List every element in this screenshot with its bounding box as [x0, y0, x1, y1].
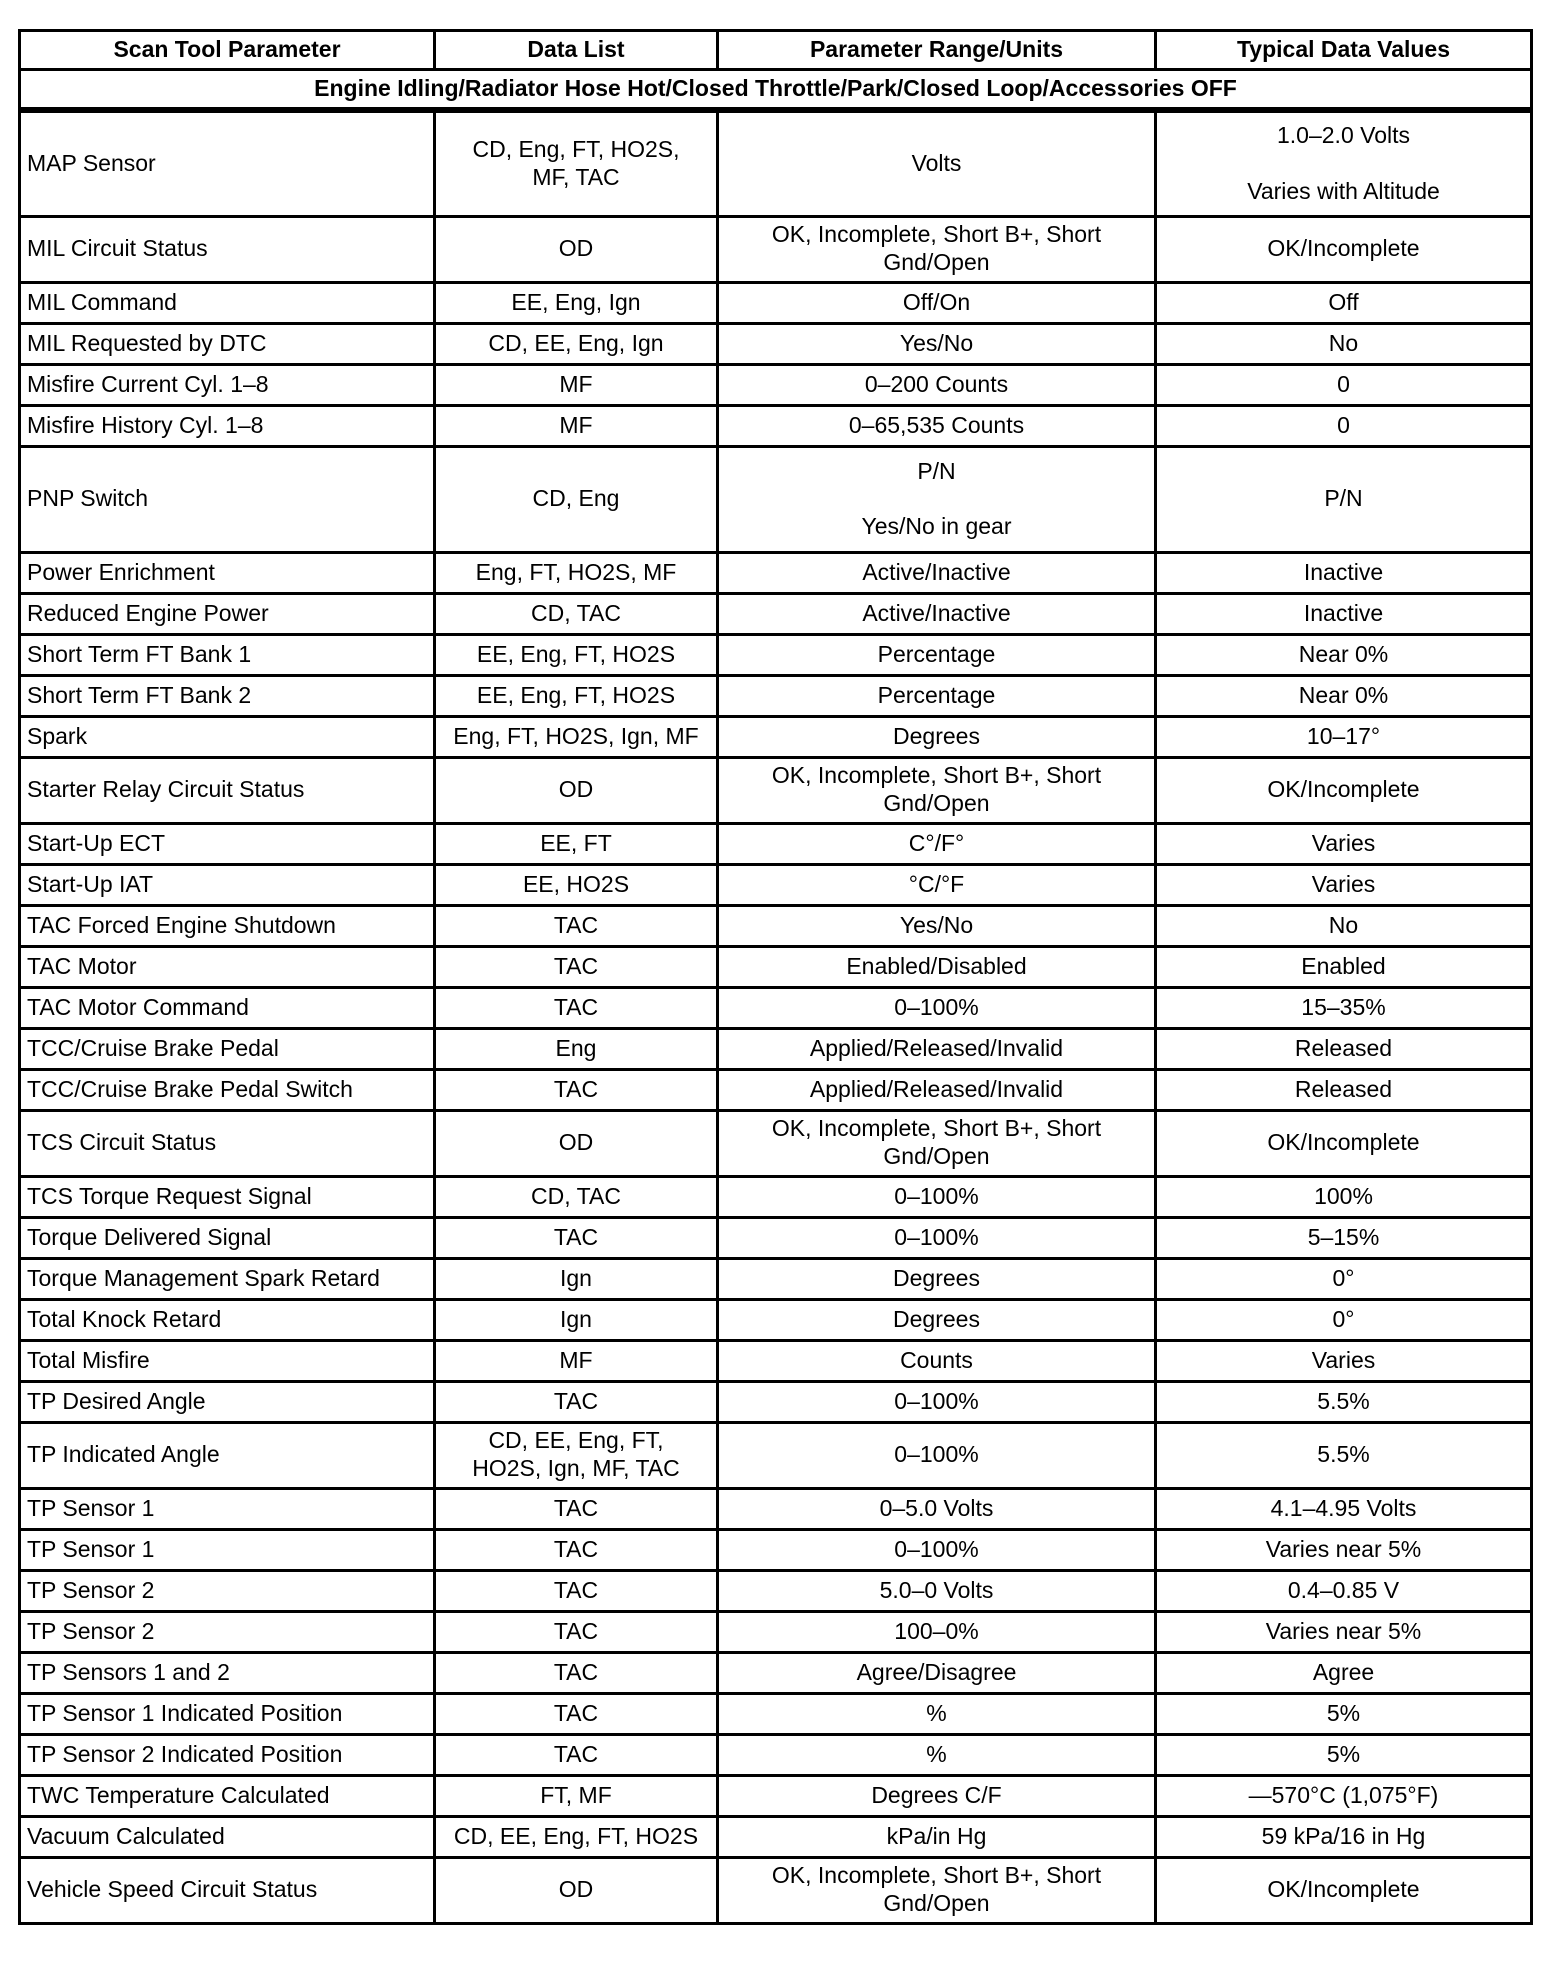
cell-scan-tool-parameter: Reduced Engine Power	[20, 593, 435, 634]
cell-data-list: TAC	[435, 1069, 718, 1110]
cell-typical-value: Inactive	[1156, 593, 1532, 634]
cell-parameter-range: Off/On	[718, 282, 1156, 323]
cell-data-list: OD	[435, 1110, 718, 1176]
cell-data-list: CD, EE, Eng, FT, HO2S, Ign, MF, TAC	[435, 1422, 718, 1488]
cell-data-list: TAC	[435, 1381, 718, 1422]
header-typical-data-values: Typical Data Values	[1156, 31, 1532, 70]
cell-data-list: CD, EE, Eng, FT, HO2S	[435, 1816, 718, 1857]
cell-scan-tool-parameter: TCS Torque Request Signal	[20, 1176, 435, 1217]
table-row	[20, 1299, 1532, 1340]
cell-data-list: TAC	[435, 1570, 718, 1611]
table-row	[20, 110, 1532, 216]
cell-parameter-range: Degrees	[718, 1299, 1156, 1340]
cell-parameter-range: 0–100%	[718, 1422, 1156, 1488]
cell-scan-tool-parameter: TP Sensor 2	[20, 1570, 435, 1611]
cell-parameter-range: 0–100%	[718, 1529, 1156, 1570]
cell-scan-tool-parameter: TCC/Cruise Brake Pedal	[20, 1028, 435, 1069]
cell-parameter-range: P/N Yes/No in gear	[718, 446, 1156, 552]
cell-parameter-range: Yes/No	[718, 905, 1156, 946]
table-row	[20, 1857, 1532, 1923]
table-row	[20, 1693, 1532, 1734]
cell-scan-tool-parameter: PNP Switch	[20, 446, 435, 552]
cell-scan-tool-parameter: TCC/Cruise Brake Pedal Switch	[20, 1069, 435, 1110]
cell-scan-tool-parameter: TAC Forced Engine Shutdown	[20, 905, 435, 946]
table-row	[20, 1422, 1532, 1488]
cell-typical-value: OK/Incomplete	[1156, 1857, 1532, 1923]
table-row	[20, 1611, 1532, 1652]
cell-typical-value: OK/Incomplete	[1156, 1110, 1532, 1176]
cell-typical-value: No	[1156, 323, 1532, 364]
cell-data-list: FT, MF	[435, 1775, 718, 1816]
cell-parameter-range: 100–0%	[718, 1611, 1156, 1652]
cell-scan-tool-parameter: TAC Motor Command	[20, 987, 435, 1028]
cell-data-list: EE, FT	[435, 823, 718, 864]
cell-data-list: OD	[435, 1857, 718, 1923]
cell-parameter-range: Degrees C/F	[718, 1775, 1156, 1816]
cell-data-list: TAC	[435, 1488, 718, 1529]
cell-parameter-range: Counts	[718, 1340, 1156, 1381]
table-row	[20, 946, 1532, 987]
cell-typical-value: 100%	[1156, 1176, 1532, 1217]
cell-data-list: Eng	[435, 1028, 718, 1069]
table-row	[20, 1217, 1532, 1258]
cell-scan-tool-parameter: Torque Delivered Signal	[20, 1217, 435, 1258]
table-row	[20, 1652, 1532, 1693]
cell-scan-tool-parameter: Power Enrichment	[20, 552, 435, 593]
cell-parameter-range: Degrees	[718, 716, 1156, 757]
cell-scan-tool-parameter: TP Sensor 2 Indicated Position	[20, 1734, 435, 1775]
cell-data-list: OD	[435, 757, 718, 823]
cell-typical-value: —570°C (1,075°F)	[1156, 1775, 1532, 1816]
cell-typical-value: 5%	[1156, 1734, 1532, 1775]
cell-typical-value: 5.5%	[1156, 1422, 1532, 1488]
cell-data-list: Ign	[435, 1299, 718, 1340]
cell-scan-tool-parameter: MIL Command	[20, 282, 435, 323]
cell-typical-value: 4.1–4.95 Volts	[1156, 1488, 1532, 1529]
cell-scan-tool-parameter: TP Sensor 2	[20, 1611, 435, 1652]
cell-parameter-range: OK, Incomplete, Short B+, Short Gnd/Open	[718, 757, 1156, 823]
table-row	[20, 1381, 1532, 1422]
cell-typical-value: Varies near 5%	[1156, 1611, 1532, 1652]
cell-parameter-range: Percentage	[718, 675, 1156, 716]
cell-scan-tool-parameter: TP Sensor 1 Indicated Position	[20, 1693, 435, 1734]
cell-scan-tool-parameter: TP Sensors 1 and 2	[20, 1652, 435, 1693]
cell-scan-tool-parameter: TWC Temperature Calculated	[20, 1775, 435, 1816]
cell-parameter-range: Applied/Released/Invalid	[718, 1069, 1156, 1110]
cell-parameter-range: Applied/Released/Invalid	[718, 1028, 1156, 1069]
cell-data-list: MF	[435, 405, 718, 446]
cell-data-list: EE, HO2S	[435, 864, 718, 905]
table-row	[20, 1069, 1532, 1110]
cell-typical-value: Off	[1156, 282, 1532, 323]
cell-data-list: MF	[435, 1340, 718, 1381]
table-row	[20, 1488, 1532, 1529]
cell-parameter-range: Percentage	[718, 634, 1156, 675]
header-row	[20, 31, 1532, 70]
table-row	[20, 552, 1532, 593]
cell-typical-value: 1.0–2.0 Volts Varies with Altitude	[1156, 110, 1532, 216]
cell-parameter-range: 0–100%	[718, 1381, 1156, 1422]
cell-parameter-range: OK, Incomplete, Short B+, Short Gnd/Open	[718, 1857, 1156, 1923]
table-row	[20, 675, 1532, 716]
cell-parameter-range: °C/°F	[718, 864, 1156, 905]
cell-data-list: TAC	[435, 1693, 718, 1734]
cell-data-list: OD	[435, 216, 718, 282]
cell-typical-value: Inactive	[1156, 552, 1532, 593]
table-row	[20, 1734, 1532, 1775]
cell-data-list: TAC	[435, 946, 718, 987]
cell-data-list: EE, Eng, FT, HO2S	[435, 675, 718, 716]
cell-data-list: EE, Eng, Ign	[435, 282, 718, 323]
table-row	[20, 757, 1532, 823]
cell-data-list: TAC	[435, 1611, 718, 1652]
table-row	[20, 1340, 1532, 1381]
table-row	[20, 405, 1532, 446]
cell-typical-value: 0	[1156, 405, 1532, 446]
table-row	[20, 1176, 1532, 1217]
cell-scan-tool-parameter: MAP Sensor	[20, 110, 435, 216]
operating-condition: Engine Idling/Radiator Hose Hot/Closed Throttle/Park/Closed Loop/Accessories OFF	[20, 70, 1532, 111]
cell-parameter-range: Yes/No	[718, 323, 1156, 364]
table-row	[20, 216, 1532, 282]
cell-scan-tool-parameter: Starter Relay Circuit Status	[20, 757, 435, 823]
cell-typical-value: 0°	[1156, 1258, 1532, 1299]
cell-parameter-range: Degrees	[718, 1258, 1156, 1299]
cell-scan-tool-parameter: Total Misfire	[20, 1340, 435, 1381]
cell-typical-value: OK/Incomplete	[1156, 757, 1532, 823]
cell-typical-value: Near 0%	[1156, 634, 1532, 675]
cell-data-list: TAC	[435, 1652, 718, 1693]
cell-parameter-range: OK, Incomplete, Short B+, Short Gnd/Open	[718, 1110, 1156, 1176]
cell-typical-value: No	[1156, 905, 1532, 946]
table-row	[20, 634, 1532, 675]
cell-scan-tool-parameter: TP Sensor 1	[20, 1488, 435, 1529]
cell-data-list: CD, Eng, FT, HO2S, MF, TAC	[435, 110, 718, 216]
cell-typical-value: Enabled	[1156, 946, 1532, 987]
cell-scan-tool-parameter: Total Knock Retard	[20, 1299, 435, 1340]
cell-scan-tool-parameter: TP Indicated Angle	[20, 1422, 435, 1488]
cell-scan-tool-parameter: TAC Motor	[20, 946, 435, 987]
cell-scan-tool-parameter: Start-Up ECT	[20, 823, 435, 864]
cell-data-list: MF	[435, 364, 718, 405]
cell-parameter-range: 0–100%	[718, 987, 1156, 1028]
table-row	[20, 987, 1532, 1028]
table-row	[20, 716, 1532, 757]
header-data-list: Data List	[435, 31, 718, 70]
cell-parameter-range: 0–100%	[718, 1176, 1156, 1217]
cell-data-list: TAC	[435, 1529, 718, 1570]
cell-typical-value: 59 kPa/16 in Hg	[1156, 1816, 1532, 1857]
cell-data-list: Eng, FT, HO2S, MF	[435, 552, 718, 593]
cell-data-list: TAC	[435, 1734, 718, 1775]
table-row	[20, 364, 1532, 405]
table-row	[20, 1110, 1532, 1176]
cell-typical-value: 0.4–0.85 V	[1156, 1570, 1532, 1611]
cell-data-list: CD, EE, Eng, Ign	[435, 323, 718, 364]
cell-typical-value: Varies near 5%	[1156, 1529, 1532, 1570]
cell-typical-value: 5%	[1156, 1693, 1532, 1734]
cell-scan-tool-parameter: TP Desired Angle	[20, 1381, 435, 1422]
cell-scan-tool-parameter: Start-Up IAT	[20, 864, 435, 905]
cell-scan-tool-parameter: TP Sensor 1	[20, 1529, 435, 1570]
cell-data-list: TAC	[435, 1217, 718, 1258]
cell-parameter-range: OK, Incomplete, Short B+, Short Gnd/Open	[718, 216, 1156, 282]
table-row	[20, 282, 1532, 323]
table-row	[20, 864, 1532, 905]
cell-typical-value: Agree	[1156, 1652, 1532, 1693]
cell-scan-tool-parameter: Spark	[20, 716, 435, 757]
table-row	[20, 1258, 1532, 1299]
cell-scan-tool-parameter: Short Term FT Bank 2	[20, 675, 435, 716]
cell-scan-tool-parameter: MIL Circuit Status	[20, 216, 435, 282]
scan-tool-data-table	[18, 29, 1533, 1925]
cell-parameter-range: kPa/in Hg	[718, 1816, 1156, 1857]
cell-parameter-range: 0–65,535 Counts	[718, 405, 1156, 446]
cell-typical-value: Varies	[1156, 1340, 1532, 1381]
cell-typical-value: Released	[1156, 1069, 1532, 1110]
cell-parameter-range: Active/Inactive	[718, 552, 1156, 593]
cell-parameter-range: Agree/Disagree	[718, 1652, 1156, 1693]
table-row	[20, 905, 1532, 946]
cell-typical-value: Released	[1156, 1028, 1532, 1069]
cell-scan-tool-parameter: Misfire History Cyl. 1–8	[20, 405, 435, 446]
cell-data-list: CD, TAC	[435, 593, 718, 634]
cell-scan-tool-parameter: Vehicle Speed Circuit Status	[20, 1857, 435, 1923]
cell-typical-value: OK/Incomplete	[1156, 216, 1532, 282]
cell-typical-value: Near 0%	[1156, 675, 1532, 716]
cell-parameter-range: C°/F°	[718, 823, 1156, 864]
cell-scan-tool-parameter: Vacuum Calculated	[20, 1816, 435, 1857]
cell-scan-tool-parameter: MIL Requested by DTC	[20, 323, 435, 364]
cell-parameter-range: 0–5.0 Volts	[718, 1488, 1156, 1529]
cell-scan-tool-parameter: Torque Management Spark Retard	[20, 1258, 435, 1299]
cell-data-list: Eng, FT, HO2S, Ign, MF	[435, 716, 718, 757]
table-row	[20, 323, 1532, 364]
table-row	[20, 1529, 1532, 1570]
table-row	[20, 1028, 1532, 1069]
header-parameter-range-units: Parameter Range/Units	[718, 31, 1156, 70]
table-row	[20, 1816, 1532, 1857]
header-scan-tool-parameter: Scan Tool Parameter	[20, 31, 435, 70]
table-row	[20, 1775, 1532, 1816]
cell-parameter-range: 5.0–0 Volts	[718, 1570, 1156, 1611]
cell-data-list: Ign	[435, 1258, 718, 1299]
cell-data-list: TAC	[435, 987, 718, 1028]
cell-scan-tool-parameter: TCS Circuit Status	[20, 1110, 435, 1176]
cell-parameter-range: Active/Inactive	[718, 593, 1156, 634]
cell-data-list: CD, TAC	[435, 1176, 718, 1217]
cell-typical-value: Varies	[1156, 864, 1532, 905]
cell-data-list: TAC	[435, 905, 718, 946]
cell-typical-value: 0°	[1156, 1299, 1532, 1340]
cell-parameter-range: Volts	[718, 110, 1156, 216]
table-row	[20, 446, 1532, 552]
cell-typical-value: P/N	[1156, 446, 1532, 552]
cell-scan-tool-parameter: Short Term FT Bank 1	[20, 634, 435, 675]
cell-parameter-range: %	[718, 1734, 1156, 1775]
cell-typical-value: 5–15%	[1156, 1217, 1532, 1258]
cell-typical-value: 10–17°	[1156, 716, 1532, 757]
cell-data-list: EE, Eng, FT, HO2S	[435, 634, 718, 675]
table-row	[20, 1570, 1532, 1611]
cell-parameter-range: Enabled/Disabled	[718, 946, 1156, 987]
table-row	[20, 593, 1532, 634]
cell-typical-value: 5.5%	[1156, 1381, 1532, 1422]
cell-parameter-range: %	[718, 1693, 1156, 1734]
condition-row	[20, 70, 1532, 111]
cell-parameter-range: 0–200 Counts	[718, 364, 1156, 405]
cell-typical-value: 0	[1156, 364, 1532, 405]
cell-scan-tool-parameter: Misfire Current Cyl. 1–8	[20, 364, 435, 405]
cell-typical-value: 15–35%	[1156, 987, 1532, 1028]
cell-typical-value: Varies	[1156, 823, 1532, 864]
table-row	[20, 823, 1532, 864]
cell-parameter-range: 0–100%	[718, 1217, 1156, 1258]
cell-data-list: CD, Eng	[435, 446, 718, 552]
